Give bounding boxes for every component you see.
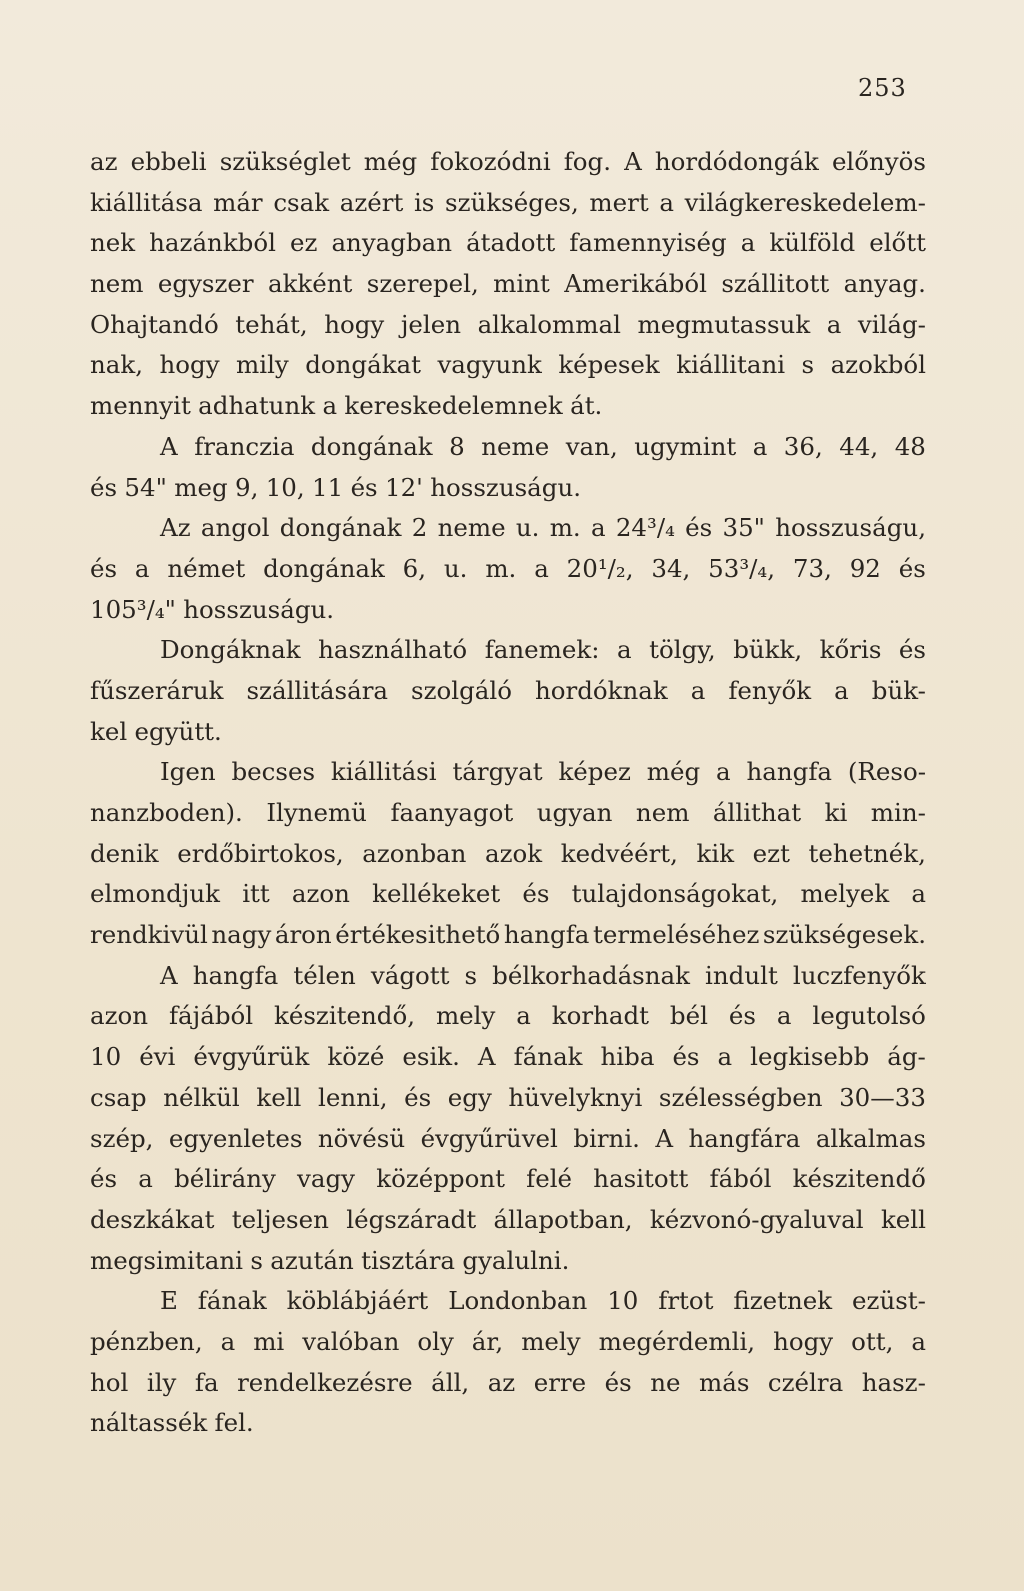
text-line: denik erdőbirtokos, azonban azok kedvéért, kik ezt tehetnék, <box>90 838 926 868</box>
text-line: elmondjuk itt azon kellékeket és tulajdonságokat, melyek a <box>90 879 926 909</box>
text-line: náltassék fel. <box>90 1408 254 1438</box>
text-line: és 54" meg 9, 10, 11 és 12' hosszuságu. <box>90 472 582 502</box>
text-line: deszkákat teljesen légszáradt állapotban, kézvonó-gyaluval kell <box>90 1204 926 1234</box>
text-line: és a bélirány vagy középpont felé hasitott fából készitendő <box>90 1164 926 1194</box>
text-line: pénzben, a mi valóban oly ár, mely megérdemli, hogy ott, a <box>90 1326 926 1356</box>
text-line: megsimitani s azután tisztára gyalulni. <box>90 1245 570 1275</box>
text-line: szép, egyenletes növésü évgyűrüvel birni. A hangfára alkalmas <box>90 1123 926 1153</box>
text-line: Dongáknak használható fanemek: a tölgy, bükk, kőris és <box>160 635 926 665</box>
text-line: A franczia dongának 8 neme van, ugymint a 36, 44, 48 <box>160 431 926 461</box>
text-line: nanzboden). Ilynemü faanyagot ugyan nem állithat ki min- <box>90 798 926 827</box>
text-line: kiállitása már csak azért is szükséges, mert a világkereskedelem- <box>90 187 926 217</box>
text-line: E fának köblábjáért Londonban 10 frtot fizetnek ezüst- <box>160 1286 926 1316</box>
text-line: rendkivül nagy áron értékesithető hangfa termeléséhez szükségesek. <box>90 920 926 950</box>
text-line: 105³/₄" hosszuságu. <box>90 594 335 624</box>
text-line: és a német dongának 6, u. m. a 20¹/₂, 34, 53³/₄, 73, 92 és <box>90 553 926 583</box>
body-text <box>90 142 926 1444</box>
text-line: azon fájából készitendő, mely a korhadt bél és a legutolsó <box>90 1001 926 1031</box>
text-line: mennyit adhatunk a kereskedelemnek át. <box>90 391 603 421</box>
text-line: hol ily fa rendelkezésre áll, az erre és ne más czélra hasz- <box>90 1367 926 1397</box>
text-line: az ebbeli szükséglet még fokozódni fog. A hordódongák előnyös <box>90 147 926 176</box>
text-line: fűszeráruk szállitására szolgáló hordóknak a fenyők a bük- <box>90 675 926 705</box>
text-line: nek hazánkból ez anyagban átadott famennyiség a külföld előtt <box>90 228 926 258</box>
text-line: csap nélkül kell lenni, és egy hüvelyknyi szélességben 30—33 <box>90 1082 926 1112</box>
page-number: 253 <box>858 74 907 102</box>
text-line: nem egyszer akként szerepel, mint Amerikából szállitott anyag. <box>90 269 926 299</box>
text-line: Az angol dongának 2 neme u. m. a 24³/₄ és 35" hosszuságu, <box>160 513 926 543</box>
text-line: Igen becses kiállitási tárgyat képez még a hangfa (Reso- <box>160 757 926 787</box>
text-line: kel együtt. <box>90 716 222 746</box>
text-line: Ohajtandó tehát, hogy jelen alkalommal megmutassuk a világ- <box>90 309 926 339</box>
text-line: nak, hogy mily dongákat vagyunk képesek kiállitani s azokból <box>90 350 926 380</box>
text-line: 10 évi évgyűrük közé esik. A fának hiba és a legkisebb ág- <box>90 1042 926 1072</box>
text-line: A hangfa télen vágott s bélkorhadásnak indult luczfenyők <box>160 960 926 990</box>
